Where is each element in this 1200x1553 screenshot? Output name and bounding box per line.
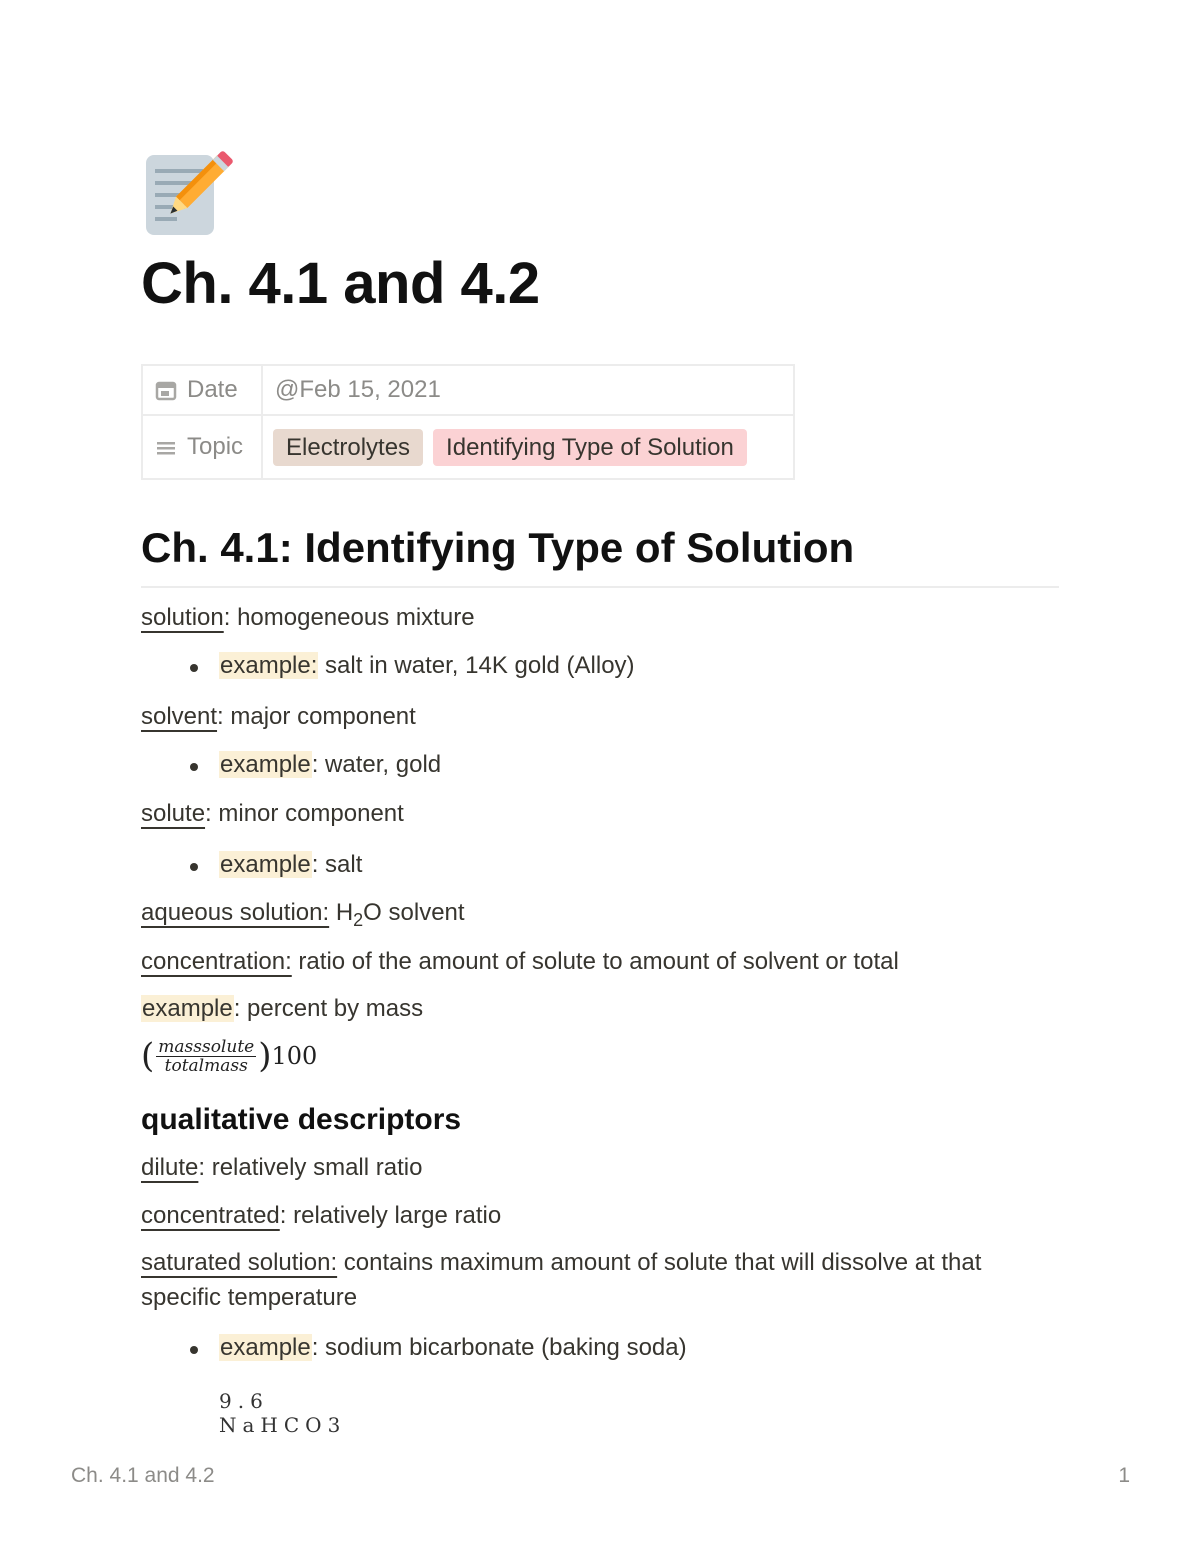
highlight: example: — [220, 652, 318, 679]
example-text: : percent by mass — [233, 995, 424, 1022]
topic-tag[interactable]: Identifying Type of Solution — [433, 429, 747, 466]
property-date-label: Date — [187, 376, 238, 403]
left-paren: ( — [141, 1036, 155, 1076]
property-topic-label: Topic — [187, 433, 244, 460]
formula-text: H — [329, 899, 354, 926]
definition-saturated-solution — [141, 1246, 981, 1280]
list-icon — [155, 436, 177, 458]
definition-text: : relatively small ratio — [198, 1154, 423, 1181]
definition-text: ratio of the amount of solute to amount of solvent or total — [291, 948, 899, 975]
percent-mass-formula — [141, 1036, 317, 1076]
cut-off-text: 9.6 NaHCO3 — [219, 1389, 347, 1437]
definition-text: : minor component — [205, 800, 404, 827]
fraction-denominator: totalmass — [164, 1055, 248, 1076]
property-topic[interactable] — [142, 415, 262, 479]
list-item-text: : water, gold — [311, 751, 442, 778]
list-item — [219, 848, 362, 882]
bullet-icon — [190, 1346, 198, 1354]
definition-concentrated — [141, 1199, 501, 1233]
list-item-text: : salt — [311, 851, 363, 878]
property-date-value[interactable]: @Feb 15, 2021 — [262, 365, 794, 415]
subscript: 2 — [353, 909, 364, 930]
subheading: qualitative descriptors — [141, 1103, 462, 1136]
page-number: 1 — [1118, 1464, 1130, 1487]
definition-text: : relatively large ratio — [279, 1202, 502, 1229]
highlight: example — [142, 995, 233, 1022]
list-item-text: : sodium bicarbonate (baking soda) — [311, 1334, 687, 1361]
highlight: example — [220, 751, 311, 778]
term: solution — [141, 604, 224, 631]
definition-dilute — [141, 1151, 422, 1185]
definition-text: contains maximum amount of solute that will dissolve at that — [337, 1249, 982, 1276]
example-line — [141, 992, 423, 1026]
fraction — [156, 1038, 256, 1075]
right-paren: ) — [258, 1036, 272, 1076]
list-item — [219, 748, 441, 782]
term: solute — [141, 800, 206, 827]
cut-off-formula — [219, 1389, 349, 1437]
term: saturated solution: — [141, 1249, 338, 1276]
topic-tag[interactable]: Electrolytes — [273, 429, 423, 466]
term: concentrated — [141, 1202, 280, 1229]
page-title: Ch. 4.1 and 4.2 — [141, 251, 540, 316]
definition-concentration — [141, 945, 899, 979]
definition-solvent — [141, 700, 416, 734]
section-heading: Ch. 4.1: Identifying Type of Solution — [141, 524, 855, 571]
definition-continuation: specific temperature — [141, 1284, 358, 1311]
term: dilute — [141, 1154, 199, 1181]
memo-pencil-icon — [145, 153, 225, 237]
bullet-icon — [190, 863, 198, 871]
fraction-numerator: masssolute — [158, 1036, 255, 1057]
formula-multiplier: 100 — [271, 1042, 318, 1070]
properties-table — [141, 364, 795, 480]
list-item — [219, 1331, 687, 1365]
definition-text: : homogeneous mixture — [223, 604, 475, 631]
bullet-icon — [190, 763, 198, 771]
heading-divider — [141, 586, 1059, 588]
definition-text: O solvent — [363, 899, 465, 926]
property-date[interactable] — [142, 365, 262, 415]
definition-solution — [141, 601, 475, 635]
term: concentration: — [141, 948, 292, 975]
property-topic-value[interactable] — [262, 415, 794, 479]
definition-aqueous-solution — [141, 896, 465, 937]
bullet-icon — [190, 664, 198, 672]
highlight: example — [220, 851, 311, 878]
list-item-text: salt in water, 14K gold (Alloy) — [318, 652, 635, 679]
term: aqueous solution: — [141, 899, 330, 926]
calendar-icon — [155, 379, 177, 401]
highlight: example — [220, 1334, 311, 1361]
definition-text: : major component — [217, 703, 416, 730]
definition-solute — [141, 797, 404, 831]
footer-title: Ch. 4.1 and 4.2 — [71, 1464, 215, 1487]
term: solvent — [141, 703, 218, 730]
list-item — [219, 649, 635, 683]
